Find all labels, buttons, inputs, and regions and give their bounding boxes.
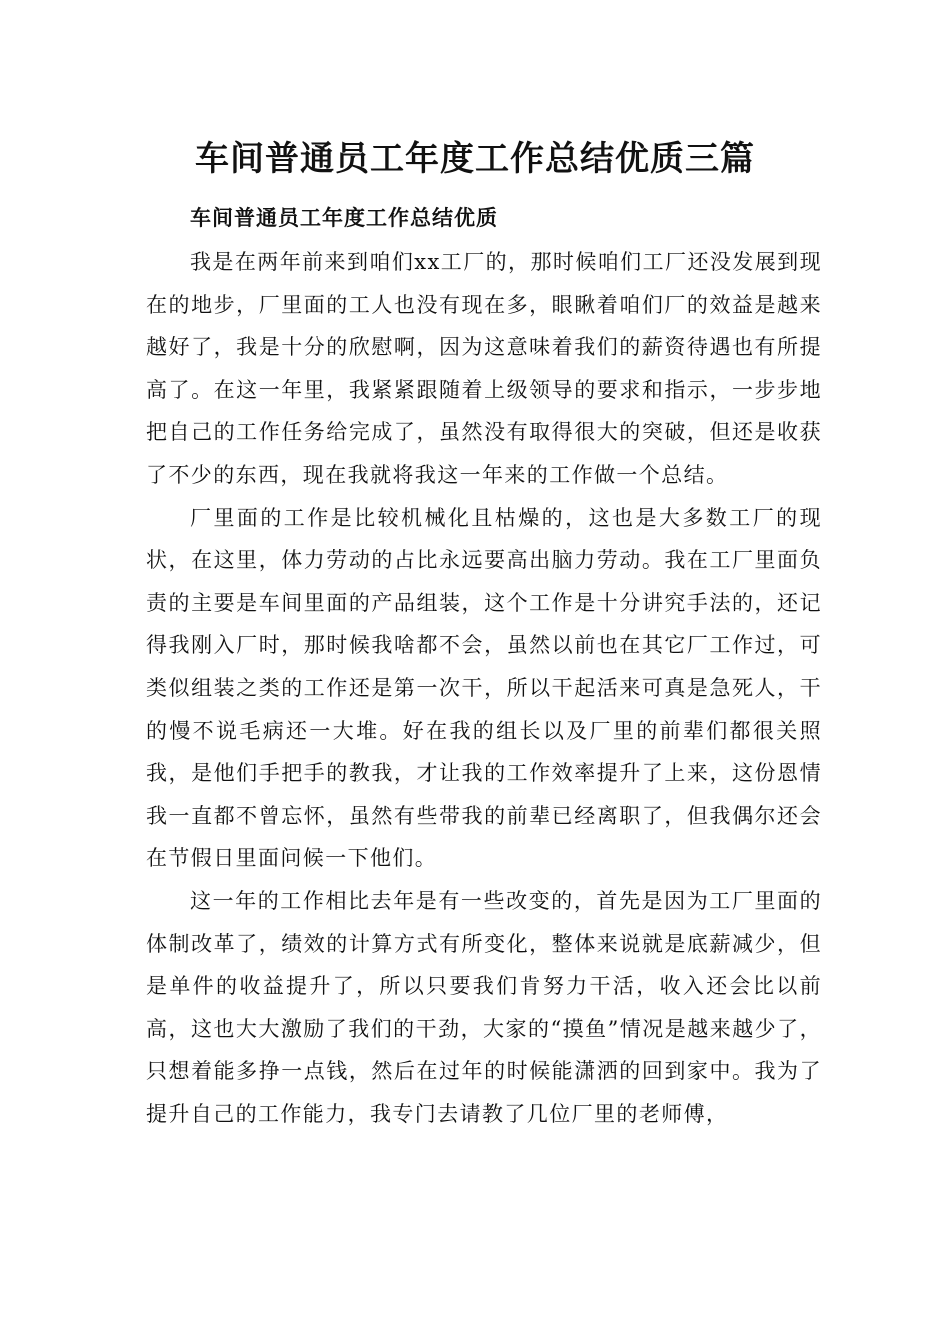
document-title: 车间普通员工年度工作总结优质三篇 xyxy=(195,139,755,179)
document-body xyxy=(146,241,822,1135)
paragraph-3: 这一年的工作相比去年是有一些改变的，首先是因为工厂里面的体制改革了，绩效的计算方式有所变化，整体来说就是底薪减少，但是单件的收益提升了，所以只要我们肯努力干活，收入还会比以前高，这也大大激励了我们的干劲，大家的“摸鱼”情况是越来越少了，只想着能多挣一点钱，然后在过年的时候能潇洒的回到家中。我为了提升自己的工作能力，我专门去请教了几位厂里的老师傅， xyxy=(146,888,822,1126)
paragraph-2: 厂里面的工作是比较机械化且枯燥的，这也是大多数工厂的现状，在这里，体力劳动的占比永远要高出脑力劳动。我在工厂里面负责的主要是车间里面的产品组装，这个工作是十分讲究手法的，还记得我刚入厂时，那时候我啥都不会，虽然以前也在其它厂工作过，可类似组装之类的工作还是第一次干，所以干起活来可真是急死人，干的慢不说毛病还一大堆。好在我的组长以及厂里的前辈们都很关照我，是他们手把手的教我，才让我的工作效率提升了上来，这份恩情我一直都不曾忘怀，虽然有些带我的前辈已经离职了，但我偶尔还会在节假日里面问候一下他们。 xyxy=(146,505,822,871)
section-subtitle: 车间普通员工年度工作总结优质 xyxy=(190,205,498,230)
paragraph-1: 我是在两年前来到咱们xx工厂的，那时候咱们工厂还没发展到现在的地步，厂里面的工人也没有现在多，眼瞅着咱们厂的效益是越来越好了，我是十分的欣慰啊，因为这意味着我们的薪资待遇也有所提高了。在这一年里，我紧紧跟随着上级领导的要求和指示，一步步地把自己的工作任务给完成了，虽然没有取得很大的突破，但还是收获了不少的东西，现在我就将我这一年来的工作做一个总结。 xyxy=(146,250,822,487)
